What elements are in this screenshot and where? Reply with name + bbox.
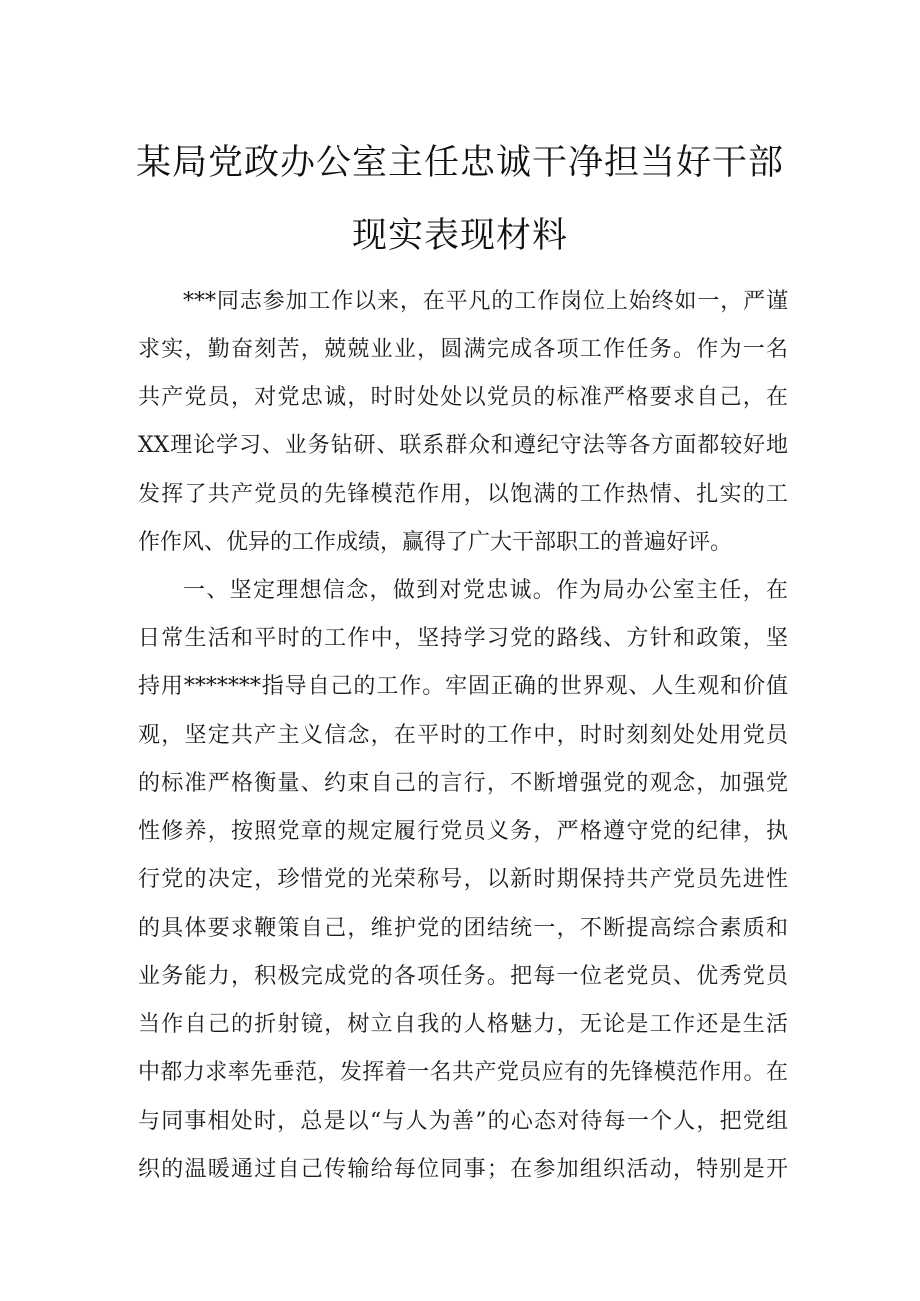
body-line: 发挥了共产党员的先锋模范作用，以饱满的工作热情、扎实的工	[138, 482, 788, 507]
body-line: 日常生活和平时的工作中，坚持学习党的路线、方针和政策，坚	[138, 626, 788, 651]
document-title-line-1: 某局党政办公室主任忠诚干净担当好干部	[135, 143, 784, 183]
body-line: 的具体要求鞭策自己，维护党的团结统一，不断提高综合素质和	[138, 916, 788, 941]
body-line: 与同事相处时，总是以“与人为善”的心态对待每一个人，把党组	[138, 1109, 788, 1134]
body-line: ***同志参加工作以来，在平凡的工作岗位上始终如一，严谨	[183, 289, 788, 314]
body-line: 观，坚定共产主义信念，在平时的工作中，时时刻刻处处用党员	[138, 723, 788, 748]
body-line: 求实，勤奋刻苦，兢兢业业，圆满完成各项工作任务。作为一名	[138, 337, 788, 362]
body-line: 行党的决定，珍惜党的光荣称号，以新时期保持共产党员先进性	[138, 867, 788, 892]
body-line: XX理论学习、业务钻研、联系群众和遵纪守法等各方面都较好地	[138, 433, 788, 458]
body-line: 当作自己的折射镜，树立自我的人格魅力，无论是工作还是生活	[138, 1012, 788, 1037]
body-line: 作作风、优异的工作成绩，赢得了广大干部职工的普遍好评。	[138, 530, 733, 555]
body-line: 业务能力，积极完成党的各项任务。把每一位老党员、优秀党员	[138, 964, 788, 989]
body-line: 中都力求率先垂范，发挥着一名共产党员应有的先锋模范作用。在	[138, 1060, 788, 1085]
document-title-line-2: 现实表现材料	[351, 216, 568, 256]
body-line: 持用*******指导自己的工作。牢固正确的世界观、人生观和价值	[138, 674, 788, 699]
body-line: 一、坚定理想信念，做到对党忠诚。作为局办公室主任，在	[183, 578, 788, 603]
body-line: 共产党员，对党忠诚，时时处处以党员的标准严格要求自己，在	[138, 385, 788, 410]
body-line: 的标准严格衡量、约束自己的言行，不断增强党的观念，加强党	[138, 771, 788, 796]
body-line: 性修养，按照党章的规定履行党员义务，严格遵守党的纪律，执	[138, 819, 788, 844]
body-line: 织的温暖通过自己传输给每位同事；在参加组织活动，特别是开	[138, 1157, 788, 1182]
